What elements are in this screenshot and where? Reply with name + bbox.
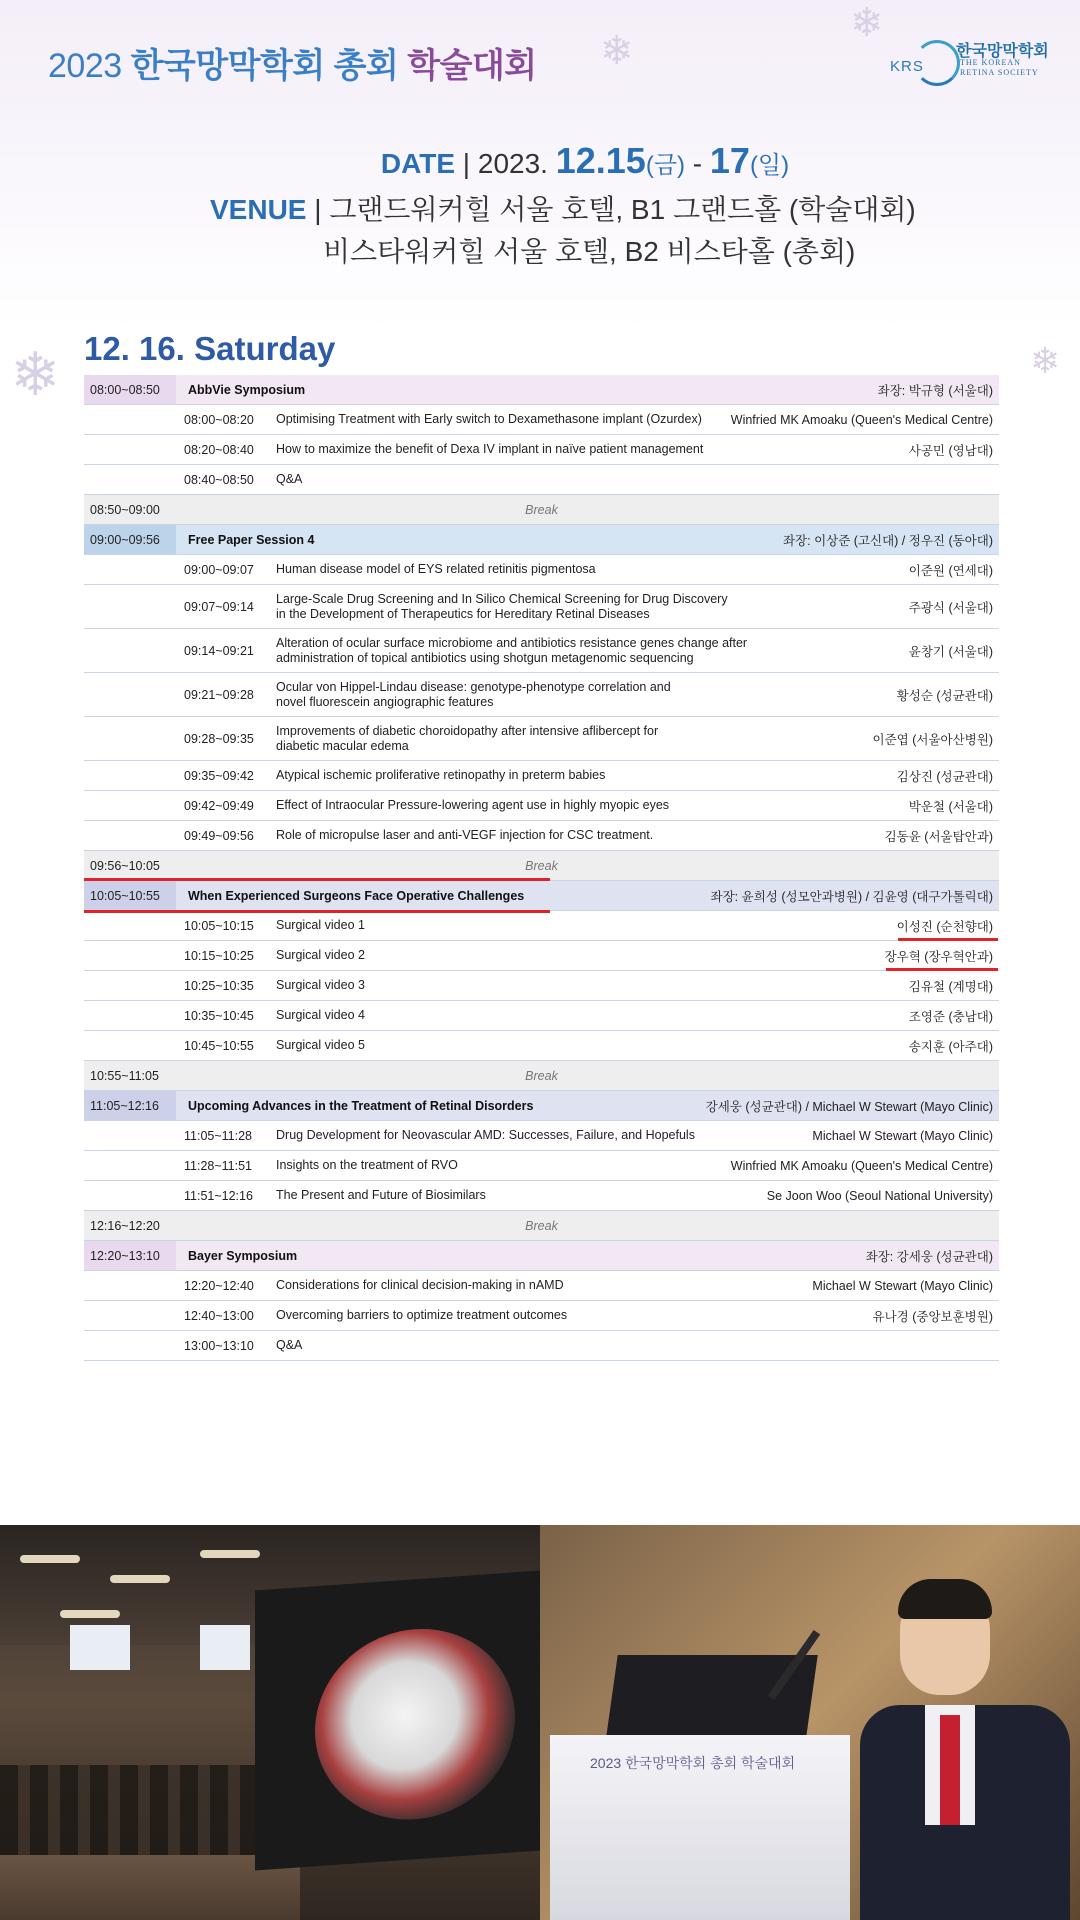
day-heading: 12. 16. Saturday — [84, 330, 336, 367]
session-header — [84, 881, 999, 911]
session-title: AbbVie Symposium — [176, 375, 878, 404]
talk-title-line: Surgical video 2 — [276, 948, 365, 962]
talk-title-line: Role of micropulse laser and anti-VEGF injection for CSC treatment. — [276, 828, 654, 842]
talk-speaker: 조영준 (충남대) — [908, 1009, 993, 1024]
talk-title-line: Surgical video 3 — [276, 978, 365, 992]
talk-time: 09:00~09:07 — [184, 562, 254, 577]
talk-row — [84, 1001, 999, 1031]
talk-row — [84, 971, 999, 1001]
talk-title-line: administration of topical antibiotics using shotgun metagenomic sequencing — [276, 650, 694, 665]
talk-row — [84, 717, 999, 761]
snowflake-icon: ❄ — [850, 1, 884, 45]
talk-row — [84, 911, 999, 941]
talk-title-line: diabetic macular edema — [276, 738, 409, 753]
session-time: 12:20~13:10 — [84, 1241, 176, 1270]
session-chair: 강세웅 (성균관대) / Michael W Stewart (Mayo Clinic) — [706, 1091, 999, 1120]
talk-time: 09:35~09:42 — [184, 768, 254, 783]
talk-title — [276, 1338, 993, 1353]
talk-time: 09:14~09:21 — [184, 643, 254, 658]
talk-title — [276, 1308, 873, 1323]
talk-row — [84, 821, 999, 851]
break-row — [84, 851, 999, 881]
session-time: 10:05~10:55 — [84, 881, 176, 910]
talk-title — [276, 472, 993, 487]
talk-time: 09:21~09:28 — [184, 687, 254, 702]
break-time: 12:16~12:20 — [90, 1218, 160, 1233]
talk-row — [84, 1121, 999, 1151]
talk-title — [276, 768, 897, 783]
talk-title-line: Large-Scale Drug Screening and In Silico Chemical Screening for Drug Discovery — [276, 591, 728, 606]
talk-row — [84, 585, 999, 629]
session-header — [84, 1091, 999, 1121]
talk-row — [84, 791, 999, 821]
snowflake-icon: ❄ — [1030, 340, 1061, 381]
talk-title — [276, 1158, 731, 1173]
talk-title-line: The Present and Future of Biosimilars — [276, 1188, 486, 1202]
session-header — [84, 375, 999, 405]
talk-row — [84, 761, 999, 791]
talk-title — [276, 636, 909, 666]
talk-title — [276, 978, 909, 993]
talk-title — [276, 412, 731, 427]
talk-title-line: novel fluorescein angiographic features — [276, 694, 494, 709]
talk-speaker: 황성순 (성균관대) — [896, 688, 993, 703]
schedule-table — [84, 375, 999, 1361]
highlight-underline — [886, 968, 998, 971]
talk-speaker: 김동윤 (서울탑안과) — [884, 829, 993, 844]
talk-speaker: Winfried MK Amoaku (Queen's Medical Centre) — [730, 412, 993, 427]
talk-time: 11:51~12:16 — [184, 1188, 253, 1203]
talk-title-line: How to maximize the benefit of Dexa IV implant in naïve patient management — [276, 442, 704, 456]
session-header — [84, 525, 999, 555]
talk-title — [276, 828, 885, 843]
talk-time: 10:15~10:25 — [184, 948, 254, 963]
talk-row — [84, 1271, 999, 1301]
talk-time: 10:35~10:45 — [184, 1008, 254, 1023]
session-chair: 좌장: 박규형 (서울대) — [878, 375, 999, 404]
session-title: Bayer Symposium — [176, 1241, 866, 1270]
talk-row — [84, 435, 999, 465]
talk-speaker: 이성진 (순천향대) — [896, 919, 993, 934]
talk-time: 12:40~13:00 — [184, 1308, 254, 1323]
talk-time: 11:05~11:28 — [184, 1128, 253, 1143]
session-time: 09:00~09:56 — [84, 525, 176, 554]
talk-time: 08:00~08:20 — [184, 412, 254, 427]
event-venue-2: 비스타워커힐 서울 호텔, B2 비스타홀 (총회) — [323, 236, 856, 267]
talk-title-line: in the Development of Therapeutics for Hereditary Retinal Diseases — [276, 606, 650, 621]
talk-title-line: Ocular von Hippel-Lindau disease: genotype-phenotype correlation and — [276, 679, 671, 694]
talk-title-line: Alteration of ocular surface microbiome and antibiotics resistance genes change after — [276, 635, 748, 650]
highlight-underline — [84, 910, 550, 913]
talk-title — [276, 592, 909, 622]
talk-title-line: Effect of Intraocular Pressure-lowering agent use in highly myopic eyes — [276, 798, 670, 812]
talk-speaker: 이준원 (연세대) — [908, 563, 993, 578]
talk-row — [84, 1301, 999, 1331]
break-time: 10:55~11:05 — [90, 1068, 159, 1083]
break-time: 08:50~09:00 — [90, 502, 160, 517]
session-title: Free Paper Session 4 — [176, 525, 783, 554]
talk-time: 12:20~12:40 — [184, 1278, 254, 1293]
break-row — [84, 1061, 999, 1091]
talk-time: 08:40~08:50 — [184, 472, 254, 487]
session-chair: 좌장: 윤희성 (성모안과병원) / 김윤영 (대구가톨릭대) — [711, 881, 999, 910]
talk-title-line: Surgical video 5 — [276, 1038, 365, 1052]
talk-title — [276, 1038, 909, 1053]
break-label: Break — [525, 1068, 558, 1083]
break-row — [84, 1211, 999, 1241]
talk-title — [276, 1278, 812, 1293]
talk-speaker: Michael W Stewart (Mayo Clinic) — [812, 1278, 993, 1293]
talk-row — [84, 555, 999, 585]
break-label: Break — [525, 502, 558, 517]
talk-title-line: Overcoming barriers to optimize treatment outcomes — [276, 1308, 568, 1322]
talk-speaker: 이준엽 (서울아산병원) — [872, 732, 993, 747]
talk-title-line: Q&A — [276, 1338, 303, 1352]
talk-title-line: Optimising Treatment with Early switch to Dexamethasone implant (Ozurdex) — [276, 412, 702, 426]
talk-speaker: Se Joon Woo (Seoul National University) — [766, 1188, 993, 1203]
talk-title — [276, 1188, 767, 1203]
talk-time: 11:28~11:51 — [184, 1158, 253, 1173]
talk-speaker: 장우혁 (장우혁안과) — [884, 949, 993, 964]
highlight-underline — [898, 938, 998, 941]
talk-row — [84, 1031, 999, 1061]
session-chair: 좌장: 강세웅 (성균관대) — [866, 1241, 999, 1270]
talk-title-line: Insights on the treatment of RVO — [276, 1158, 458, 1172]
talk-title — [276, 1128, 812, 1143]
talk-row — [84, 629, 999, 673]
session-title: When Experienced Surgeons Face Operative Challenges — [176, 881, 711, 910]
talk-title-line: Human disease model of EYS related retinitis pigmentosa — [276, 562, 596, 576]
talk-title — [276, 918, 897, 933]
break-label: Break — [525, 1218, 558, 1233]
talk-speaker: Michael W Stewart (Mayo Clinic) — [812, 1128, 993, 1143]
talk-row — [84, 1181, 999, 1211]
talk-row — [84, 1331, 999, 1361]
talk-speaker: 송지훈 (아주대) — [908, 1039, 993, 1054]
talk-title — [276, 442, 909, 457]
talk-title-line: Q&A — [276, 472, 303, 486]
talk-title — [276, 1008, 909, 1023]
talk-time: 10:45~10:55 — [184, 1038, 254, 1053]
talk-time: 09:49~09:56 — [184, 828, 254, 843]
talk-time: 10:25~10:35 — [184, 978, 254, 993]
talk-title — [276, 562, 909, 577]
session-header — [84, 1241, 999, 1271]
talk-title-line: Improvements of diabetic choroidopathy after intensive aflibercept for — [276, 723, 659, 738]
talk-time: 08:20~08:40 — [184, 442, 254, 457]
talk-speaker: 김유철 (계명대) — [908, 979, 993, 994]
talk-speaker: 윤창기 (서울대) — [908, 644, 993, 659]
conference-hall-photo — [0, 1525, 540, 1920]
krs-logo: KRS 한국망막학회 THE KOREAN RETINA SOCIETY — [890, 38, 1040, 88]
talk-speaker: 김상진 (성균관대) — [896, 769, 993, 784]
break-row — [84, 495, 999, 525]
talk-row — [84, 941, 999, 971]
talk-title-line: Drug Development for Neovascular AMD: Successes, Failure, and Hopefuls — [276, 1128, 695, 1142]
talk-speaker: Winfried MK Amoaku (Queen's Medical Centre) — [730, 1158, 993, 1173]
talk-speaker: 유나경 (중앙보훈병원) — [872, 1309, 993, 1324]
talk-title — [276, 680, 897, 710]
session-title: Upcoming Advances in the Treatment of Retinal Disorders — [176, 1091, 706, 1120]
talk-row — [84, 1151, 999, 1181]
talk-time: 09:28~09:35 — [184, 731, 254, 746]
talk-speaker: 주광식 (서울대) — [908, 600, 993, 615]
talk-title-line: Surgical video 4 — [276, 1008, 365, 1022]
session-time: 08:00~08:50 — [84, 375, 176, 404]
talk-time: 10:05~10:15 — [184, 918, 254, 933]
snowflake-icon: ❄ — [600, 29, 634, 73]
talk-row — [84, 405, 999, 435]
event-date: DATE | 2023. 12.15(금) - 17(일) — [380, 140, 790, 181]
talk-title-line: Surgical video 1 — [276, 918, 365, 932]
talk-row — [84, 673, 999, 717]
talk-time: 13:00~13:10 — [184, 1338, 254, 1353]
talk-title — [276, 948, 885, 963]
talk-title — [276, 724, 873, 754]
talk-title-line: Atypical ischemic proliferative retinopathy in preterm babies — [276, 768, 606, 782]
talk-speaker: 사공민 (영남대) — [908, 443, 993, 458]
session-chair: 좌장: 이상준 (고신대) / 정우진 (동아대) — [783, 525, 999, 554]
talk-time: 09:42~09:49 — [184, 798, 254, 813]
talk-title-line: Considerations for clinical decision-making in nAMD — [276, 1278, 564, 1292]
talk-time: 09:07~09:14 — [184, 599, 254, 614]
talk-speaker: 박운철 (서울대) — [908, 799, 993, 814]
speaker-photo: 2023 한국망막학회 총회 학술대회 — [540, 1525, 1080, 1920]
talk-title — [276, 798, 909, 813]
highlight-underline — [84, 878, 550, 881]
event-venue: VENUE | 그랜드워커힐 서울 호텔, B1 그랜드홀 (학술대회) — [210, 194, 916, 225]
session-time: 11:05~12:16 — [84, 1091, 176, 1120]
page-title: 2023 한국망막학회 총회 학술대회 — [48, 47, 537, 85]
break-time: 09:56~10:05 — [90, 858, 160, 873]
talk-row — [84, 465, 999, 495]
break-label: Break — [525, 858, 558, 873]
snowflake-icon: ❄ — [10, 341, 61, 408]
